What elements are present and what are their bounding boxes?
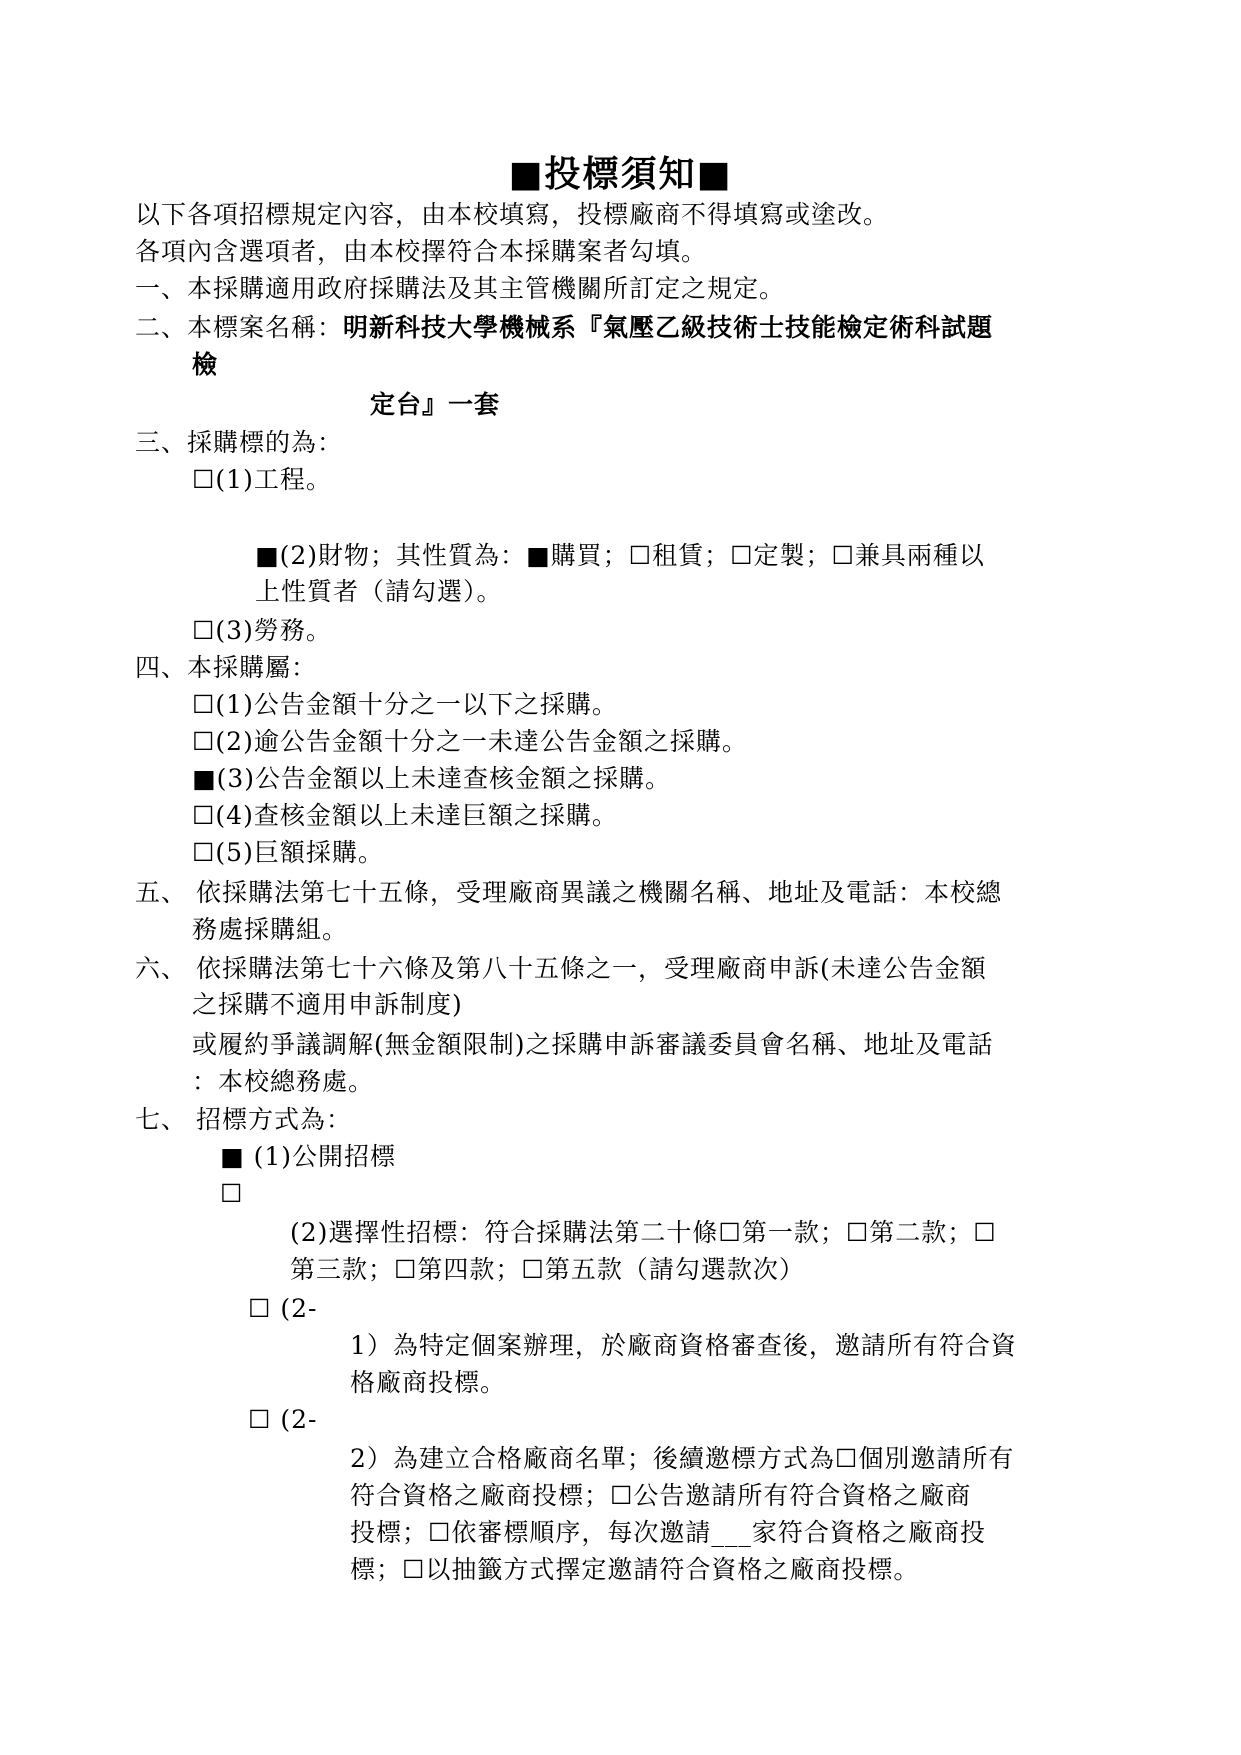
document-title: ■投標須知■ xyxy=(508,153,733,195)
item-4-option-3: ■(3)公告金額以上未達查核金額之採購。 xyxy=(192,764,672,793)
item-3-option-3: ☐(3)勞務。 xyxy=(192,616,332,645)
item-7-sub-2-line-2: 符合資格之廠商投標；☐公告邀請所有符合資格之廠商 xyxy=(350,1481,972,1510)
item-7-sub-2-line-3: 投標；☐依審標順序，每次邀請___家符合資格之廠商投 xyxy=(350,1518,986,1547)
intro-line-1: 以下各項招標規定內容，由本校填寫，投標廠商不得填寫或塗改。 xyxy=(135,200,890,229)
item-7-sub-1-head: ☐ (2- xyxy=(248,1294,318,1323)
item-7-option-2-line-1: (2)選擇性招標：符合採購法第二十條☐第一款；☐第二款；☐ xyxy=(290,1218,997,1247)
item-5-line-2: 務處採購組。 xyxy=(192,915,349,944)
item-7-sub-1-line-1: 1）為特定個案辦理，於廠商資格審查後，邀請所有符合資 xyxy=(350,1331,1017,1360)
item-6-line-4: ：本校總務處。 xyxy=(192,1067,375,1096)
item-7-sub-2-line-1: 2）為建立合格廠商名單；後續邀標方式為☐個別邀請所有 xyxy=(350,1444,1015,1473)
item-7-label: 七、 招標方式為： xyxy=(135,1105,352,1134)
item-4-label: 四、本採購屬： xyxy=(135,653,318,682)
item-6-line-1: 六、 依採購法第七十六條及第八十五條之一，受理廠商申訴(未達公告金額 xyxy=(135,954,987,983)
project-name-line-1: 明新科技大學機械系『氣壓乙級技術士技能檢定術科試題 xyxy=(343,313,994,342)
intro-line-2: 各項內含選項者，由本校擇符合本採購案者勾填。 xyxy=(135,237,708,266)
project-name-line-3: 定台』一套 xyxy=(370,390,501,419)
item-3-option-2-line-1: ■(2)財物；其性質為：■購買；☐租賃；☐定製；☐兼具兩種以 xyxy=(255,541,985,570)
project-name-line-2: 檢 xyxy=(192,350,219,379)
item-7-option-2-checkbox: ☐ xyxy=(220,1179,244,1208)
item-6-line-2: 之採購不適用申訴制度) xyxy=(192,990,463,1019)
item-7-sub-2-head: ☐ (2- xyxy=(248,1405,318,1434)
item-2-label: 二、本標案名稱： xyxy=(135,313,344,342)
item-3-option-1: ☐(1)工程。 xyxy=(192,465,332,494)
item-7-option-2-line-2: 第三款；☐第四款；☐第五款（請勾選款次） xyxy=(290,1255,805,1284)
item-2-row xyxy=(135,313,993,343)
item-7-sub-2-line-4: 標；☐以抽籤方式擇定邀請符合資格之廠商投標。 xyxy=(350,1555,920,1584)
item-4-option-5: ☐(5)巨額採購。 xyxy=(192,838,384,867)
item-7-option-1: ■ (1)公開招標 xyxy=(220,1142,396,1171)
item-1: 一、本採購適用政府採購法及其主管機關所訂定之規定。 xyxy=(135,274,786,303)
item-6-line-3: 或履約爭議調解(無金額限制)之採購申訴審議委員會名稱、地址及電話 xyxy=(192,1030,994,1059)
item-4-option-4: ☐(4)查核金額以上未達巨額之採購。 xyxy=(192,801,618,830)
item-7-sub-1-line-2: 格廠商投標。 xyxy=(350,1368,507,1397)
item-3-option-2-line-2: 上性質者（請勾選）。 xyxy=(255,577,503,606)
item-4-option-2: ☐(2)逾公告金額十分之一未達公告金額之採購。 xyxy=(192,727,748,756)
item-3-label: 三、採購標的為： xyxy=(135,428,344,457)
item-5-line-1: 五、 依採購法第七十五條，受理廠商異議之機關名稱、地址及電話：本校總 xyxy=(135,878,1002,907)
item-4-option-1: ☐(1)公告金額十分之一以下之採購。 xyxy=(192,690,618,719)
